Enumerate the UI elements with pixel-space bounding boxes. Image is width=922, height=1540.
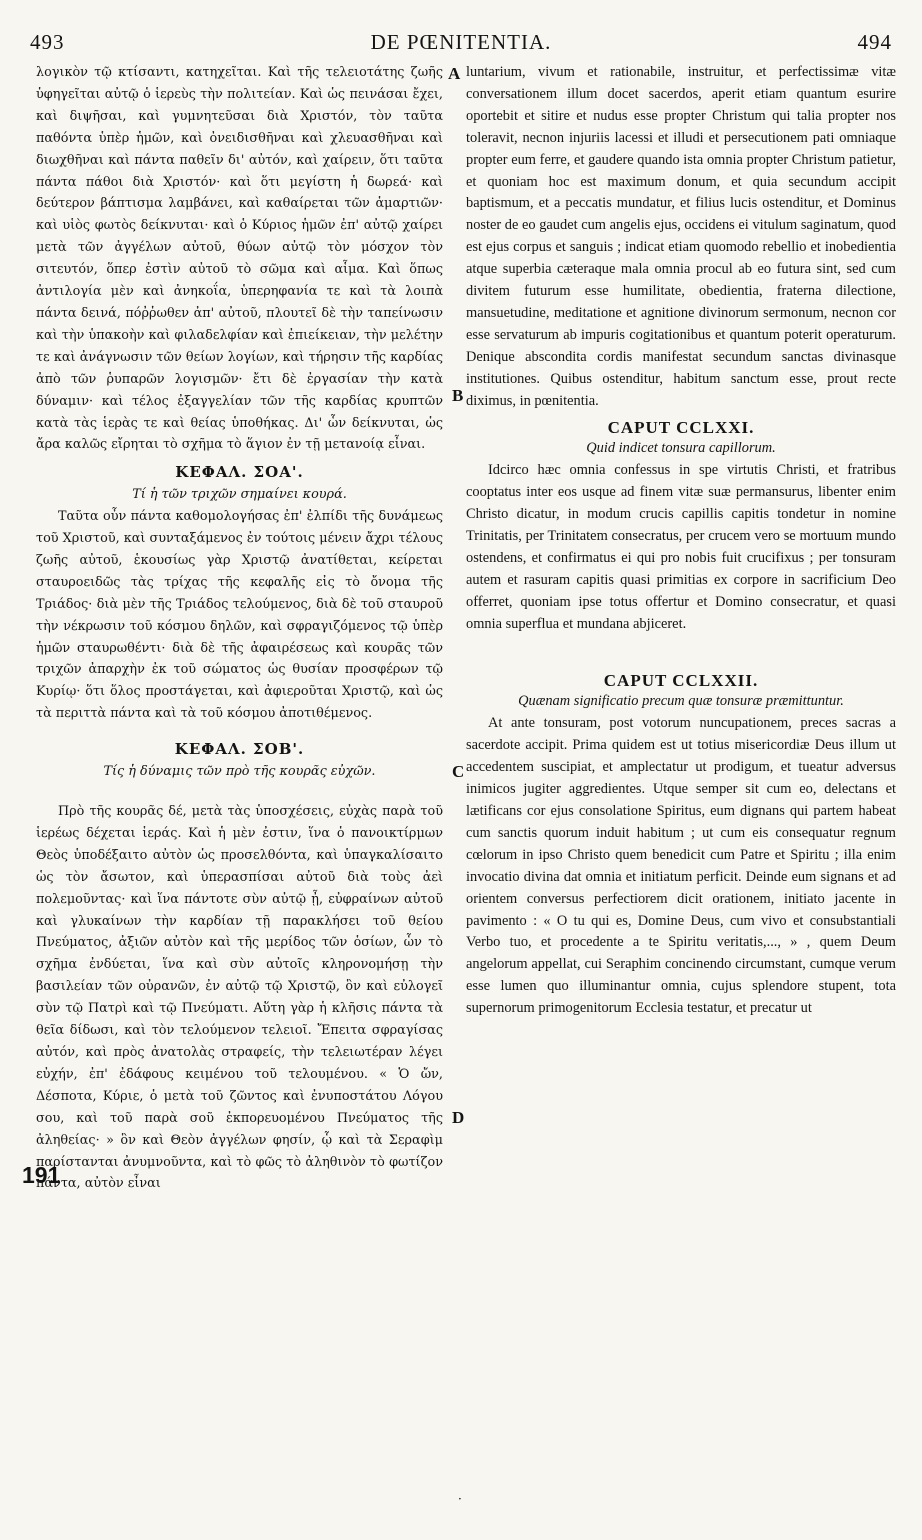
latin-chapter-272-subtitle: Quænam significatio precum quæ tonsuræ præmittuntur. xyxy=(518,693,844,710)
margin-letter-a: A xyxy=(448,64,461,83)
page-title: DE PŒNITENTIA. xyxy=(370,30,552,54)
running-head xyxy=(30,30,892,58)
greek-paragraph-1: λογικὸν τῷ κτίσαντι, κατηχεῖται. Καὶ τῆς τελειοτάτης ζωῆς ὑφηγεῖται αὐτῷ ὁ ἱερεὺς τὴν πολιτείαν. Καὶ ὡς πεινάσαι ἔχει, καὶ διψῆσαι, καὶ γυμνητεῦσαι διὰ Χριστόν, τὸν ταῦτα παθόντα ὑπὲρ ἡμῶν, καὶ ὀνειδισθῆναι καὶ χλευασθῆναι καὶ διωχθῆναι καὶ πάντα παθεῖν δι' αὐτόν, καὶ χαίρειν, ὅτι ταῦτα πάντα πάθοι διὰ Χριστόν· καὶ ὅτι μεγίστη ἡ δωρεά· καὶ δεύτερον βάπτισμα λαμβάνει, καὶ καθαίρεται τῶν ἁμαρτιῶν· καὶ υἱὸς φωτὸς δείκνυται· καὶ ὁ Κύριος ἡμῶν ἐπ' αὐτῷ χαίρει μετὰ τῶν ἀγγέλων αὐτοῦ, θύων αὐτῷ τὸν μόσχον τὸν σιτευτόν, ὅπερ ἐστὶν αὐτοῦ τὸ σῶμα καὶ αἷμα. Καὶ ὅπως ἀντιλογία μὲν καὶ ἀνηκοΐα, ὑπερηφανία τε καὶ τὰ λοιπὰ πάντα δεινά, πόῤῥωθεν ἀπ' αὐτοῦ, πλουτεῖ δὲ τὴν ταπείνωσιν καὶ τὴν ὑπακοὴν καὶ φιλαδελφίαν καὶ ἐπιείκειαν, τὴν μελέτην τε καὶ ἀνάγνωσιν τῶν θείων λογίων, καὶ τήρησιν τῆς καρδίας ἀπὸ τῶν ῥυπαρῶν λογισμῶν· ἔτι δὲ ἐργασίαν τὴν κατὰ δύναμιν· καὶ τέλος ἐξαγγελίαν τῶν τῆς καρδίας κρυπτῶν κατὰ τὰς ἱερὰς τε καὶ θείας ὑποθήκας. Δι' ὧν δείκνυται, ὡς ἄρα καλῶς εἴρηται τὸ σχῆμα τὸ ἅγιον ἐν τῇ μετανοίᾳ εἶναι. xyxy=(36,65,443,453)
latin-chapter-272-title: CAPUT CCLXXII. xyxy=(603,670,759,690)
margin-letter-d: D xyxy=(452,1108,465,1127)
greek-chapter-271-subtitle: Τί ἡ τῶν τριχῶν σημαίνει κουρά. xyxy=(132,487,347,503)
greek-paragraph-2: Ταῦτα οὖν πάντα καθομολογήσας ἐπ' ἐλπίδι τῆς δυνάμεως τοῦ Χριστοῦ, καὶ συνταξάμενος ἐν τούτοις μένειν ἄχρι τέλους ζωῆς αὐτοῦ, ἑκουσίως γὰρ Χριστῷ ἀνατίθεται, κείρεται σταυροειδῶς τὰς τρίχας τῆς κεφαλῆς εἰς τὸ ὄνομα τῆς Τριάδος· διὰ μὲν τῆς Τριάδος τελούμενος, διὰ δὲ τοῦ σταυροῦ τὴν νέκρωσιν τοῦ κόσμου δηλῶν, καὶ σφραγιζόμενος τῷ ὑπὲρ ἡμῶν σταυρωθέντι· διὰ δὲ τῆς ἀφαιρέσεως καὶ κουρᾶς τῶν τριχῶν ἀπαρχὴν ἐκ τοῦ σώματος ὡς θυσίαν προσφέρων τῷ Κυρίῳ· ὅτι ὅλος προστάγεται, καὶ ἀφιεροῦται Χριστῷ, καὶ ὡς τὰ περιττὰ πάντα καὶ τὰ τοῦ κόσμου ἀποτιθέμενος. xyxy=(36,509,443,722)
margin-column-number: 191 xyxy=(22,1162,61,1188)
greek-chapter-272-title: ΚΕΦΑΛ. ΣΟΒ'. xyxy=(174,740,305,759)
bottom-mark: · xyxy=(458,1492,462,1506)
page-number-left: 493 xyxy=(30,30,65,54)
latin-paragraph-2: Idcirco hæc omnia confessus in spe virtutis Christi, et fratribus cooptatus inter eos usque ad finem vitæ suæ permansurus, libenter enim Christo dicatur, in modum crucis capillis capitis tondetur in nomine Trinitatis, per Trinitatem consecratus, per crucem vero se mortuum mundo ostendens, et confirmatus ei qui pro nobis fuit crucifixus ; per tonsuram autem et rasuram capitis quasi primitias ex corpore in sacrificium Deo offerret, quoniam ipse totus offertur et Domino consecratur, et quasi omnia superflua et mundana abjiceret. xyxy=(466,462,896,632)
latin-paragraph-1: luntarium, vivum et rationabile, instruitur, et perfectissimæ vitæ conversationem illum docet sacerdos, aperit etiam quantum esurire oportebit et sitire et nudus esse propter Christum qui talia propter nos toleravit, necnon injuriis lacessi et illudi et persecutionem pati omniaque propter eum ferre, et gaudere quando ista omnia propter Christum patietur, et quoniam hoc est maximum donum, et quia secundum accipit baptismum, et a peccatis mundatur, et filius lucis ostenditur, et Dominus noster de eo gaudet cum angelis ejus, occidens ei vitulum saginatum, quod est ejus corpus et sanguis ; indicat etiam quomodo rebellio et inobedientia atque superbia cæteraque mala omnia procul ab eo futura sint, sed cum divitem futurum esse humilitate, obedientia, fraterna dilectione, mansuetudine, meditatione et agnitione divinorum sermonum, necnon cor esse servaturum ab impuris cogitationibus et quantum poterit operaturum. Denique abscondita cordis manifestat secundum sanctas divinasque institutiones. Quibus ostenditur, habitum sanctum esse, prout recte diximus, in pœnitentia. xyxy=(466,64,896,409)
greek-column xyxy=(36,62,443,1195)
latin-chapter-271-title: CAPUT CCLXXI. xyxy=(607,417,755,437)
latin-chapter-271-subtitle: Quid indicet tonsura capillorum. xyxy=(586,440,776,457)
greek-chapter-272-subtitle: Τίς ἡ δύναμις τῶν πρὸ τῆς κουρᾶς εὐχῶν. xyxy=(103,764,376,780)
margin-letter-b: B xyxy=(452,386,464,405)
greek-chapter-271-title: ΚΕΦΑΛ. ΣΟΑ'. xyxy=(175,463,304,482)
latin-column xyxy=(466,62,896,1020)
greek-paragraph-3: Πρὸ τῆς κουρᾶς δέ, μετὰ τὰς ὑποσχέσεις, εὐχὰς παρὰ τοῦ ἱερέως δέχεται ἱεράς. Καὶ ἡ μὲν ἐστιν, ἵνα ὁ πανοικτίρμων Θεὸς ὑποδέξαιτο αὐτὸν ὡς προσελθόντα, καὶ ὑπαγκαλίσαιτο ὡς τὸν ἄσωτον, καὶ ὑπερασπίσαι αὐτοῦ διὰ τοὺς ἀεὶ πολεμοῦντας· καὶ ἵνα πάντοτε σὺν αὐτῷ ᾖ, εὐφραίνων αὐτοῦ καὶ γλυκαίνων τὴν καρδίαν τῇ παρακλήσει τοῦ θείου Πνεύματος, ἀξιῶν αὐτὸν καὶ τῆς μερίδος τῶν ὁσίων, ὧν τὸ σχῆμα ἐνδύεται, ἵνα καὶ σὺν αὐτοῖς κληρονομήσῃ τὴν βασιλείαν τῶν οὐρανῶν, ἐν αὐτῷ τῷ Χριστῷ, ὃν καὶ εὐλογεῖ σὺν τῷ Πατρὶ καὶ τῷ Πνεύματι. Αὕτη γὰρ ἡ κλῆσις πάντα τὰ θεῖα δίδωσι, καὶ τὸν τελούμενον τελειοῖ. Ἔπειτα σφραγίσας αὐτόν, καὶ πρὸς ἀνατολὰς στραφείς, τὴν τελειωτέραν λέγει εὐχήν, ἐπ' ἐδάφους κειμένου τοῦ τελουμένου. « Ὁ ὤν, Δέσποτα, Κύριε, ὁ μετὰ τοῦ ζῶντος καὶ ἐνυποστάτου Λόγου σου, καὶ τοῦ παρὰ σοῦ ἐκπορευομένου Πνεύματος τῆς ἀληθείας· » ὃν καὶ Θεὸν ἀγγέλων φησίν, ᾧ καὶ τὰ Σεραφὶμ παρίστανται ἀνυμνοῦντα, καὶ τὸ φῶς τὸ ἀληθινὸν τὸ φωτίζον πάντα, αὐτὸν εἶναι xyxy=(36,804,443,1192)
page-number-right: 494 xyxy=(857,30,892,54)
margin-letter-c: C xyxy=(452,762,465,781)
latin-paragraph-3: At ante tonsuram, post votorum nuncupationem, preces sacras a sacerdote accipit. Prima quidem est ut totius misericordiæ Deus illum ut accedentem suscipiat, et amplectatur ut prodigum, et tueatur adversus inimicos jugiter aggredientes. Utque semper sit cum eo, delectans et lætificans cor ejus consolatione Spiritus, eum dignans qui partem habeat cum sanctis quorum induit habitum ; ut cum eis consequatur regnum cœlorum in ipso Christo quem benedicit cum Patre et Spiritu ; illa enim invocatio divina dat omnia et initiatum perficit. Deinde eum signans et ad orientem conversus perfectiorem dicit orationem, initiato jacente in pavimento : « O tu qui es, Domine Deus, cum vivo et consubstantiali Verbo tuo, et procedente a te Spiritu veritatis,..., » , quem Deum angelorum appellat, cui Seraphim concinendo circumstant, cumque verum esse lumen quo illuminantur omnia, cujus splendore stupent, tota supernorum primogenitorum Ecclesia testatur, et precatur ut xyxy=(466,715,896,1017)
